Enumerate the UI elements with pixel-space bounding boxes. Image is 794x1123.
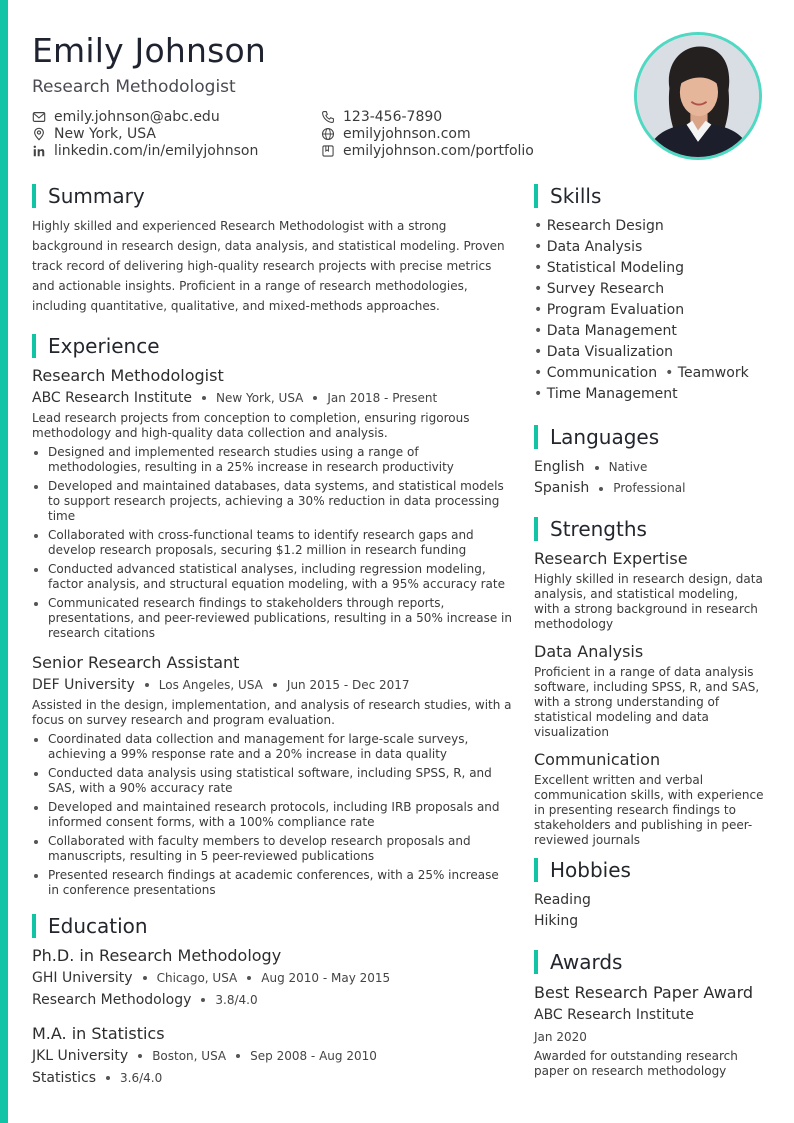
bullet-item: Developed and maintained databases, data systems, and statistical models to support research projects, achieving a 30% reduction in data processing time: [32, 479, 512, 524]
portrait-image: [637, 35, 759, 157]
contact-website-text: emilyjohnson.com: [343, 125, 471, 142]
education-meta: [32, 1046, 512, 1066]
language-name: English: [534, 459, 585, 475]
strengths-title: Strengths: [550, 517, 647, 541]
award-title: Best Research Paper Award: [534, 983, 754, 1002]
hobbies-list: [534, 890, 766, 932]
skills-list: [534, 216, 766, 405]
section-accent: [534, 517, 538, 541]
section-accent: [32, 334, 36, 358]
section-accent: [534, 425, 538, 449]
degree-title: Ph.D. in Research Methodology: [32, 946, 282, 965]
contact-left: [32, 108, 258, 159]
skill-item: • Research Design: [534, 216, 664, 237]
language-item: [534, 457, 766, 478]
contact-location: [32, 125, 258, 142]
portfolio-icon: [321, 144, 335, 158]
separator-dot: [273, 683, 277, 687]
section-accent: [32, 914, 36, 938]
school-location: Boston, USA: [152, 1049, 227, 1063]
main-column: [32, 184, 512, 1100]
education-gpa: 3.6/4.0: [120, 1071, 163, 1085]
contact-email[interactable]: [32, 108, 258, 125]
language-level: Professional: [613, 481, 686, 495]
job-bullets: [32, 732, 512, 898]
education-heading: [32, 914, 512, 938]
job-location: New York, USA: [215, 391, 304, 405]
skill-item: • Time Management: [534, 384, 678, 405]
education-item: [32, 1024, 512, 1088]
hobby-item: Hiking: [534, 913, 579, 929]
section-accent: [32, 184, 36, 208]
contact-portfolio[interactable]: [321, 142, 534, 159]
bullet-item: Collaborated with faculty members to develop research proposals and manuscripts, resulting in 5 peer-reviewed publications: [32, 834, 512, 864]
education-title: Education: [48, 914, 148, 938]
skill-item: • Survey Research: [534, 279, 664, 300]
section-accent: [534, 858, 538, 882]
job-meta: [32, 675, 512, 695]
strength-title: Research Expertise: [534, 549, 688, 568]
job-description: Assisted in the design, implementation, and analysis of research studies, with a focus on survey research and program evaluation.: [32, 698, 512, 727]
location-pin-icon: [32, 127, 46, 141]
strength-title: Data Analysis: [534, 642, 644, 661]
language-item: [534, 478, 766, 499]
hobby-item: Reading: [534, 892, 591, 908]
skill-item: • Data Management: [534, 321, 677, 342]
job-dates: Jun 2015 - Dec 2017: [286, 678, 410, 692]
email-icon: [32, 110, 46, 124]
bullet-item: Collaborated with cross-functional teams to identify research gaps and develop research proposals, securing $1.2 million in research funding: [32, 528, 512, 558]
school-location: Chicago, USA: [156, 971, 238, 985]
strengths-list: [534, 549, 766, 848]
contact-email-text: emily.johnson@abc.edu: [54, 108, 220, 125]
skill-item: • Statistical Modeling: [534, 258, 684, 279]
bullet-item: Communicated research findings to stakeholders through reports, presentations, and peer-reviewed publications, resulting in a 50% increase in research citations: [32, 596, 512, 641]
separator-dot: [313, 396, 317, 400]
profile-photo: [634, 32, 762, 160]
award-item: [534, 982, 766, 1079]
education-meta: [32, 968, 512, 988]
degree-title: M.A. in Statistics: [32, 1024, 165, 1043]
summary-heading: [32, 184, 512, 208]
education-item: [32, 946, 512, 1010]
award-date: Jan 2020: [534, 1030, 587, 1044]
experience-item: [32, 366, 512, 641]
separator-dot: [599, 487, 603, 491]
globe-icon: [321, 127, 335, 141]
experience-item: [32, 653, 512, 898]
languages-title: Languages: [550, 425, 660, 449]
experience-heading: [32, 334, 512, 358]
strength-desc: Proficient in a range of data analysis software, including SPSS, R, and SAS, with a strong understanding of statistical modeling and data visualization: [534, 665, 760, 739]
job-bullets: [32, 445, 512, 641]
education-field-row: [32, 990, 512, 1010]
separator-dot: [143, 976, 147, 980]
language-level: Native: [608, 460, 648, 474]
strengths-heading: [534, 517, 766, 541]
separator-dot: [236, 1054, 240, 1058]
skill-item: • Communication: [534, 363, 657, 384]
separator-dot: [595, 466, 599, 470]
education-field: Statistics: [32, 1070, 96, 1086]
separator-dot: [247, 976, 251, 980]
skills-heading: [534, 184, 766, 208]
contact-linkedin[interactable]: [32, 142, 258, 159]
awards-title: Awards: [550, 950, 623, 974]
contact-website[interactable]: [321, 125, 534, 142]
hobbies-title: Hobbies: [550, 858, 631, 882]
job-title: Research Methodologist: [32, 366, 224, 385]
bullet-item: Conducted data analysis using statistical software, including SPSS, R, and SAS, with a 90% accuracy rate: [32, 766, 512, 796]
accent-bar: [0, 0, 8, 1123]
education-field-row: [32, 1068, 512, 1088]
skill-item: • Data Analysis: [534, 237, 642, 258]
strength-desc: Highly skilled in research design, data analysis, and statistical modeling, with a strong background in research methodology: [534, 572, 763, 631]
separator-dot: [201, 998, 205, 1002]
bullet-item: Designed and implemented research studies using a range of methodologies, resulting in a 25% increase in research productivity: [32, 445, 512, 475]
contact-linkedin-text: linkedin.com/in/emilyjohnson: [54, 142, 259, 159]
education-gpa: 3.8/4.0: [215, 993, 258, 1007]
bullet-item: Presented research findings at academic conferences, with a 25% increase in conference presentations: [32, 868, 512, 898]
school-name: GHI University: [32, 970, 133, 986]
education-dates: Aug 2010 - May 2015: [261, 971, 391, 985]
awards-heading: [534, 950, 766, 974]
skills-title: Skills: [550, 184, 602, 208]
bullet-item: Coordinated data collection and management for large-scale surveys, achieving a 99% response rate and a 20% increase in data quality: [32, 732, 512, 762]
job-dates: Jan 2018 - Present: [327, 391, 438, 405]
contact-location-text: New York, USA: [54, 125, 156, 142]
section-accent: [534, 950, 538, 974]
contact-phone-text: 123-456-7890: [343, 108, 443, 125]
languages-list: [534, 457, 766, 499]
award-desc: Awarded for outstanding research paper on research methodology: [534, 1049, 738, 1078]
separator-dot: [145, 683, 149, 687]
skill-item: • Teamwork: [665, 363, 749, 384]
experience-title: Experience: [48, 334, 160, 358]
candidate-name: Emily Johnson: [32, 31, 267, 70]
language-name: Spanish: [534, 480, 590, 496]
bullet-item: Developed and maintained research protocols, including IRB proposals and informed consent forms, with a 100% compliance rate: [32, 800, 512, 830]
job-org: ABC Research Institute: [32, 390, 192, 406]
school-name: JKL University: [32, 1048, 129, 1064]
section-accent: [534, 184, 538, 208]
languages-heading: [534, 425, 766, 449]
job-description: Lead research projects from conception to completion, ensuring rigorous methodology and high-quality data collection and analysis.: [32, 411, 470, 440]
strength-title: Communication: [534, 750, 661, 769]
skill-item: • Data Visualization: [534, 342, 673, 363]
separator-dot: [202, 396, 206, 400]
contact-right: [321, 108, 534, 159]
phone-icon: [321, 110, 335, 124]
linkedin-icon: [32, 144, 46, 158]
summary-text: Highly skilled and experienced Research Methodologist with a strong background in research design, data analysis, and statistical modeling. Proven track record of delivering high-quality research projects with precise metrics and actionable insights. Proficient in a range of research methodologies, including quantitative, qualitative, and mixed-methods approaches.: [32, 219, 505, 313]
candidate-title: Research Methodologist: [32, 77, 236, 97]
resume-header: [32, 30, 632, 98]
award-org: ABC Research Institute: [534, 1007, 694, 1023]
education-dates: Sep 2008 - Aug 2010: [250, 1049, 377, 1063]
job-location: Los Angeles, USA: [158, 678, 263, 692]
job-meta: [32, 388, 512, 408]
summary-title: Summary: [48, 184, 145, 208]
strength-desc: Excellent written and verbal communication skills, with experience in presenting research findings to stakeholders and publishing in peer-reviewed journals: [534, 773, 764, 847]
hobbies-heading: [534, 858, 766, 882]
skill-item: • Program Evaluation: [534, 300, 684, 321]
contact-phone[interactable]: [321, 108, 534, 125]
job-title: Senior Research Assistant: [32, 653, 240, 672]
education-field: Research Methodology: [32, 992, 192, 1008]
separator-dot: [106, 1076, 110, 1080]
separator-dot: [138, 1054, 142, 1058]
side-column: [534, 184, 766, 1079]
contact-portfolio-text: emilyjohnson.com/portfolio: [343, 142, 534, 159]
bullet-item: Conducted advanced statistical analyses, including regression modeling, factor analysis, and structural equation modeling, with a 95% accuracy rate: [32, 562, 512, 592]
job-org: DEF University: [32, 677, 135, 693]
